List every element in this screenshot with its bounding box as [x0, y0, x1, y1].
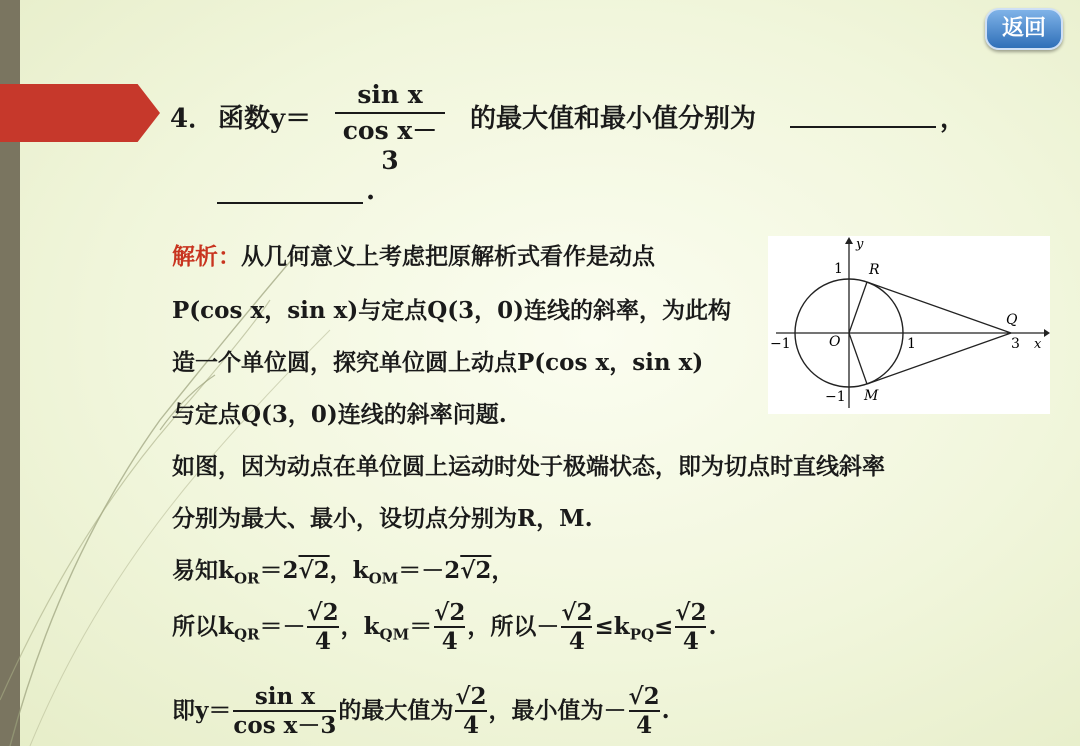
solution-label: 解析：: [172, 243, 241, 270]
unit-circle-figure: [768, 236, 1050, 414]
l7-end: ，: [491, 557, 515, 584]
solution-line-4: 与定点Q(3，0)连线的斜率问题.: [172, 401, 507, 428]
l8-frac-1-den: 4: [315, 628, 332, 655]
l7-mid1: ＝2: [259, 557, 299, 584]
l7-sub2: OM: [368, 569, 399, 588]
l9-frac-max: [455, 684, 486, 740]
question-tail: 的最大值和最小值分别为: [470, 104, 757, 134]
solution-line-9: [172, 684, 670, 740]
l9-max-num: √2: [455, 683, 487, 710]
y-axis-arrow: [845, 237, 853, 244]
l9-min-num: √2: [628, 683, 660, 710]
l8-sub1: QR: [233, 625, 260, 644]
answer-blank-2: [217, 202, 363, 204]
l8-le2: ≤: [654, 613, 674, 640]
l9-frac-main: [233, 684, 336, 740]
solution-text-1: 从几何意义上考虑把原解析式看作是动点: [241, 243, 655, 270]
question-lead: 函数y＝: [218, 104, 312, 134]
radius-OM: [849, 333, 867, 384]
x-axis-label: x: [1034, 337, 1042, 352]
l8-frac-1-num: √2: [307, 599, 339, 626]
unit-circle-diagram: [768, 236, 1050, 414]
l8-end: .: [708, 613, 717, 640]
question-period: .: [366, 176, 376, 206]
l8-frac-3-num: √2: [561, 599, 593, 626]
l8-eq1: ＝－: [259, 613, 306, 640]
l7-prefix: 易知k: [172, 557, 234, 584]
question-fraction: [335, 80, 445, 176]
l8-frac-1: [307, 600, 338, 656]
point-Q-label: Q: [1006, 312, 1018, 328]
tick-label-neg1-x: −1: [770, 336, 791, 352]
l8-frac-3: [561, 600, 592, 656]
question-number: 4．: [170, 104, 215, 134]
point-M-label: M: [864, 388, 879, 404]
l8-frac-3-den: 4: [568, 628, 585, 655]
l9-prefix: 即y＝: [172, 697, 232, 724]
l8-frac-4-den: 4: [682, 628, 699, 655]
l7-sub1: OR: [233, 569, 260, 588]
l7-sep: ，k: [329, 557, 369, 584]
question-fraction-denominator: cos x－3: [342, 116, 438, 175]
question-comma: ，: [940, 104, 967, 134]
l8-mid: ，所以－: [467, 613, 560, 640]
tick-label-1-x: 1: [907, 336, 916, 352]
radius-OR: [849, 282, 867, 333]
l7-sqrt2: √2: [460, 557, 492, 584]
tick-label-1-y: 1: [834, 261, 843, 277]
l7-sqrt1: √2: [298, 557, 330, 584]
l9-min-den: 4: [636, 712, 653, 739]
solution-line-5: 如图，因为动点在单位圆上运动时处于极端状态，即为切点时直线斜率: [172, 453, 885, 480]
x-axis-arrow: [1044, 329, 1050, 337]
l8-frac-2-den: 4: [441, 628, 458, 655]
l9-frac-num: sin x: [254, 683, 315, 710]
back-button[interactable]: 返回: [985, 8, 1063, 50]
l8-frac-2: [434, 600, 465, 656]
point-R-label: R: [869, 262, 880, 278]
tick-label-neg1-y: −1: [825, 389, 846, 405]
solution-line-7: [172, 552, 514, 588]
l9-frac-den: cos x－3: [233, 712, 337, 739]
l8-frac-2-num: √2: [434, 599, 466, 626]
tick-label-3: 3: [1011, 336, 1020, 352]
solution-line-3: 造一个单位圆，探究单位圆上动点P(cos x，sin x): [172, 349, 704, 376]
l9-end: .: [661, 697, 670, 724]
tangent-line-QM: [867, 333, 1011, 384]
l8-le1: ≤k: [594, 613, 630, 640]
solution-line-2: P(cos x，sin x)与定点Q(3，0)连线的斜率，为此构: [172, 297, 732, 324]
origin-label: O: [829, 334, 841, 350]
answer-blank-1: [790, 126, 936, 128]
l8-sep: ，k: [340, 613, 380, 640]
question-fraction-numerator: sin x: [357, 80, 423, 109]
l9-mid: 的最大值为: [338, 697, 454, 724]
l8-sub2: QM: [379, 625, 410, 644]
question-fraction-bar: [335, 112, 445, 114]
y-axis-label: y: [856, 237, 864, 252]
solution-line-6: 分别为最大、最小，设切点分别为R，M.: [172, 505, 593, 532]
l8-frac-4: [675, 600, 706, 656]
l8-sub3: PQ: [629, 625, 655, 644]
question-block: [170, 80, 1010, 230]
l9-max-den: 4: [462, 712, 479, 739]
l9-frac-min: [629, 684, 660, 740]
l8-eq2: ＝: [409, 613, 433, 640]
l8-frac-4-num: √2: [675, 599, 707, 626]
l7-mid2: ＝－2: [398, 557, 461, 584]
l9-sep: ，最小值为－: [488, 697, 627, 724]
solution-line-8: [172, 600, 716, 656]
tangent-line-QR: [867, 282, 1011, 333]
solution-line-1: [172, 238, 655, 271]
l8-prefix: 所以k: [172, 613, 234, 640]
